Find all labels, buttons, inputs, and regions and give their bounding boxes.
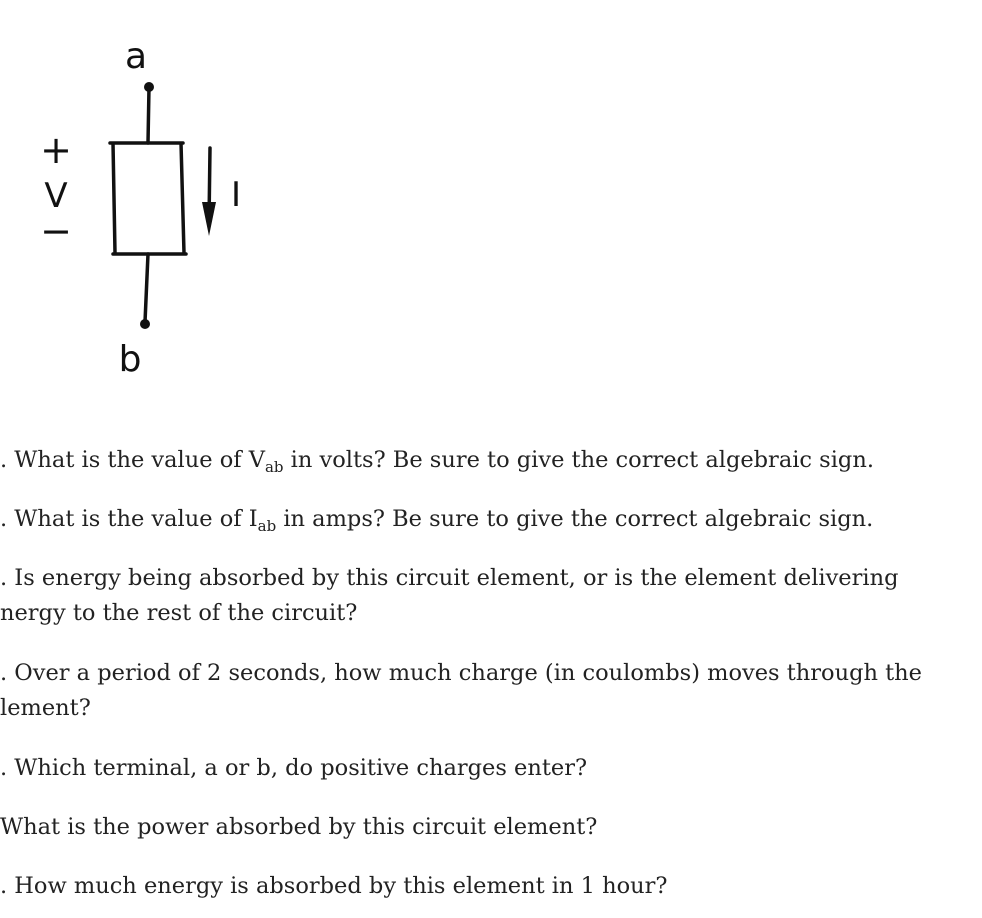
voltage-label: V <box>44 176 68 216</box>
current-label: I <box>230 175 242 215</box>
current-arrow-head <box>202 202 216 236</box>
voltage-plus-sign: + <box>40 128 72 172</box>
terminal-b-dot <box>140 319 150 329</box>
question-7: . How much energy is absorbed by this element in 1 hour? <box>0 873 668 899</box>
question-1: . What is the value of $V_{ab}$ in volts? Be sure to give the correct algebraic sign. <box>0 447 874 476</box>
question-3: . Is energy being absorbed by this circuit element, or is the element delivering nergy to the rest of the circuit? <box>0 565 899 626</box>
bottom-lead-wire <box>145 254 148 322</box>
terminal-b-label: b <box>118 339 142 380</box>
question-2: . What is the value of $I_{ab}$ in amps? Be sure to give the correct algebraic sign. <box>0 506 874 535</box>
question-6: What is the power absorbed by this circuit element? <box>0 814 598 840</box>
circuit-element-box <box>110 143 186 254</box>
terminal-a-label: a <box>124 36 148 77</box>
voltage-minus-sign: − <box>40 209 72 253</box>
top-lead-wire <box>148 87 149 143</box>
question-4: . Over a period of 2 seconds, how much charge (in coulombs) moves through the lement? <box>0 660 922 721</box>
question-5: . Which terminal, a or b, do positive charges enter? <box>0 755 588 781</box>
circuit-element-diagram <box>0 0 300 390</box>
